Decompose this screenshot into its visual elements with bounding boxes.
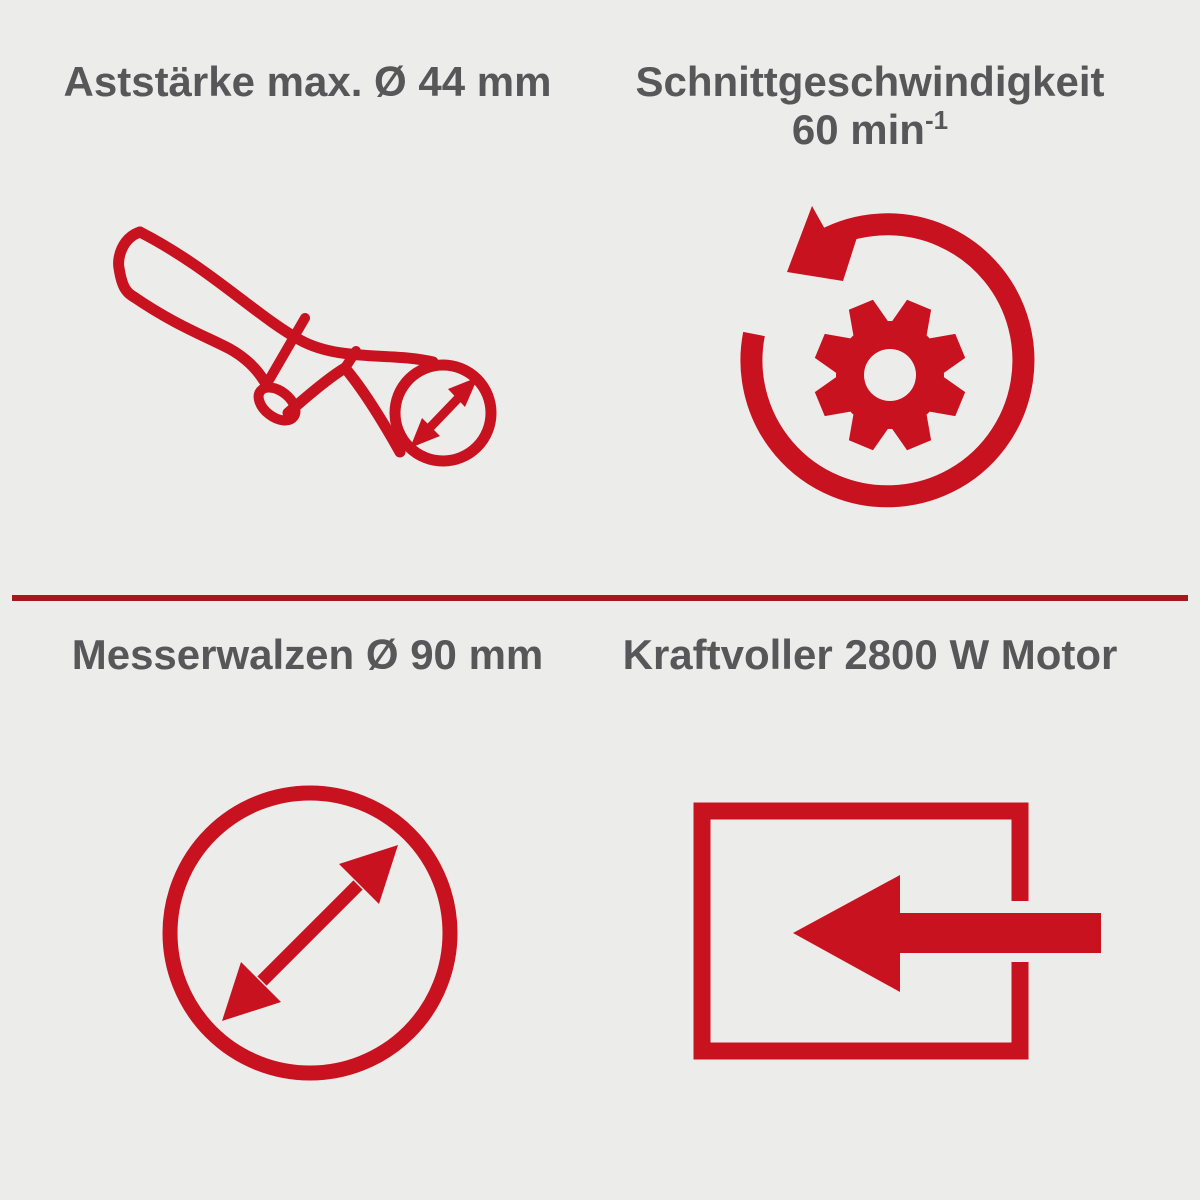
branch-bottom-edge [134, 297, 266, 384]
gear-center-hole [864, 349, 916, 401]
feature-title-blade-roller: Messerwalzen Ø 90 mm [71, 631, 544, 678]
rotating-gear-icon [751, 206, 1023, 496]
gear-shape [812, 297, 969, 454]
branch-diameter-icon [119, 232, 491, 461]
branch-diameter-arrow [410, 377, 478, 448]
diameter-circle-icon [170, 793, 450, 1073]
feature-title-cutting-speed-line1: Schnittgeschwindigkeit [635, 58, 1105, 105]
feature-value-cutting-speed-exponent: -1 [924, 105, 949, 135]
feature-title-motor-power: Kraftvoller 2800 W Motor [622, 631, 1118, 678]
branch-end-cap [119, 232, 140, 297]
rotation-arrow-head [787, 206, 860, 281]
feature-value-cutting-speed: 60 min [791, 106, 925, 153]
diameter-arrow [222, 845, 398, 1021]
power-arrow [793, 875, 1101, 992]
divider-line [12, 595, 1188, 601]
motor-arrow-icon [702, 811, 1101, 1051]
feature-title-branch-diameter: Aststärke max. Ø 44 mm [63, 58, 552, 105]
branch-fork-edge [288, 368, 345, 413]
